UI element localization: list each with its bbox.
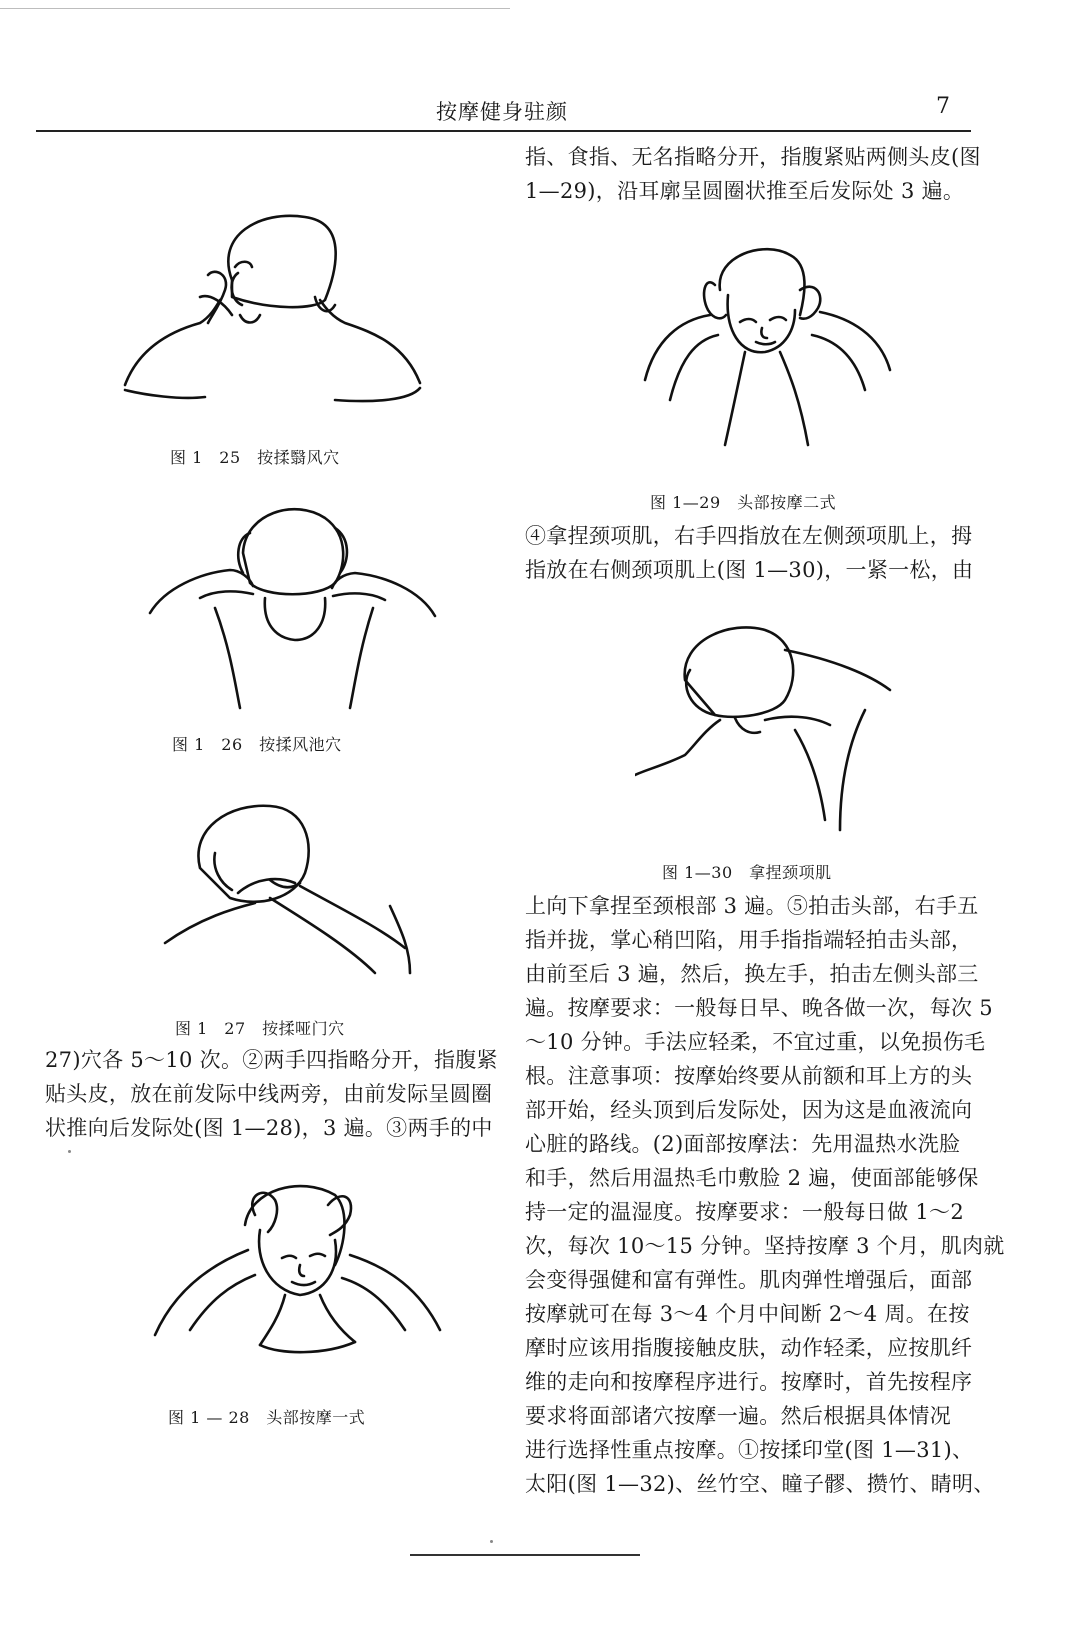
right-bottom-line-10: 持一定的温湿度。按摩要求：一般每日做 1～2 — [525, 1200, 964, 1224]
figure-1-27-illustration — [160, 798, 430, 998]
figure-1-30-illustration — [635, 620, 915, 840]
scan-edge-line — [0, 8, 510, 9]
scan-speck — [68, 1150, 71, 1153]
right-bottom-line-7: 部开始，经头顶到后发际处，因为这是血液流向 — [525, 1098, 973, 1122]
right-bottom-line-1: 上向下拿捏至颈根部 3 遍。⑤拍击头部，右手五 — [525, 894, 979, 918]
left-paragraph-line-2: 贴头皮，放在前发际中线两旁，由前发际呈圆圈 — [45, 1082, 493, 1106]
bottom-rule — [410, 1554, 640, 1556]
left-paragraph-line-3: 状推向后发际处(图 1—28)，3 遍。③两手的中 — [45, 1116, 493, 1140]
figure-1-28-illustration — [150, 1170, 450, 1385]
figure-1-28-caption: 图 1 — 28 头部按摩一式 — [168, 1408, 366, 1427]
right-bottom-line-9: 和手，然后用温热毛巾敷脸 2 遍，使面部能够保 — [525, 1166, 979, 1190]
page-number: 7 — [936, 94, 950, 119]
right-bottom-line-11: 次，每次 10～15 分钟。坚持按摩 3 个月，肌肉就 — [525, 1234, 1005, 1258]
figure-1-26-illustration — [145, 498, 445, 713]
figure-1-26-caption: 图 1 26 按揉风池穴 — [172, 735, 342, 754]
right-bottom-line-8: 心脏的路线。(2)面部按摩法：先用温热水洗脸 — [525, 1132, 961, 1156]
figure-1-25-illustration — [120, 205, 440, 420]
right-bottom-line-17: 进行选择性重点按摩。①按揉印堂(图 1—31)、 — [525, 1438, 974, 1462]
left-paragraph-line-1: 27)穴各 5～10 次。②两手四指略分开，指腹紧 — [45, 1048, 498, 1072]
figure-1-25-caption: 图 1 25 按揉翳风穴 — [170, 448, 340, 467]
right-bottom-line-5: ～10 分钟。手法应轻柔，不宜过重，以免损伤毛 — [525, 1030, 986, 1054]
right-bottom-line-14: 摩时应该用指腹接触皮肤，动作轻柔，应按肌纤 — [525, 1336, 973, 1360]
figure-1-30-caption: 图 1—30 拿捏颈项肌 — [662, 863, 832, 882]
right-top-line-2: 1—29)，沿耳廓呈圆圈状推至后发际处 3 遍。 — [525, 179, 965, 203]
right-bottom-line-6: 根。注意事项：按摩始终要从前额和耳上方的头 — [525, 1064, 973, 1088]
right-bottom-line-18: 太阳(图 1—32)、丝竹空、瞳子髎、攒竹、睛明、 — [525, 1472, 995, 1496]
right-bottom-line-12: 会变得强健和富有弹性。肌肉弹性增强后，面部 — [525, 1268, 973, 1292]
right-mid-line-2: 指放在右侧颈项肌上(图 1—30)，一紧一松，由 — [525, 558, 974, 582]
right-bottom-line-13: 按摩就可在每 3～4 个月中间断 2～4 周。在按 — [525, 1302, 970, 1326]
figure-1-27-caption: 图 1 27 按揉哑门穴 — [175, 1019, 345, 1038]
right-bottom-line-3: 由前至后 3 遍，然后，换左手，拍击左侧头部三 — [525, 962, 979, 986]
right-top-line-1: 指、食指、无名指略分开，指腹紧贴两侧头皮(图 — [525, 145, 981, 169]
right-bottom-line-4: 遍。按摩要求：一般每日早、晚各做一次，每次 5 — [525, 996, 993, 1020]
header-rule — [36, 130, 971, 132]
right-bottom-line-2: 指并拢，掌心稍凹陷，用手指指端轻拍击头部， — [525, 928, 973, 952]
right-bottom-line-16: 要求将面部诸穴按摩一遍。然后根据具体情况 — [525, 1404, 951, 1428]
right-mid-line-1: ④拿捏颈项肌，右手四指放在左侧颈项肌上，拇 — [525, 524, 973, 548]
right-bottom-line-15: 维的走向和按摩程序进行。按摩时，首先按程序 — [525, 1370, 973, 1394]
scan-speck — [490, 1540, 493, 1543]
figure-1-29-caption: 图 1—29 头部按摩二式 — [650, 493, 837, 512]
running-title: 按摩健身驻颜 — [436, 100, 568, 124]
figure-1-29-illustration — [640, 240, 900, 470]
page-header — [36, 88, 976, 128]
